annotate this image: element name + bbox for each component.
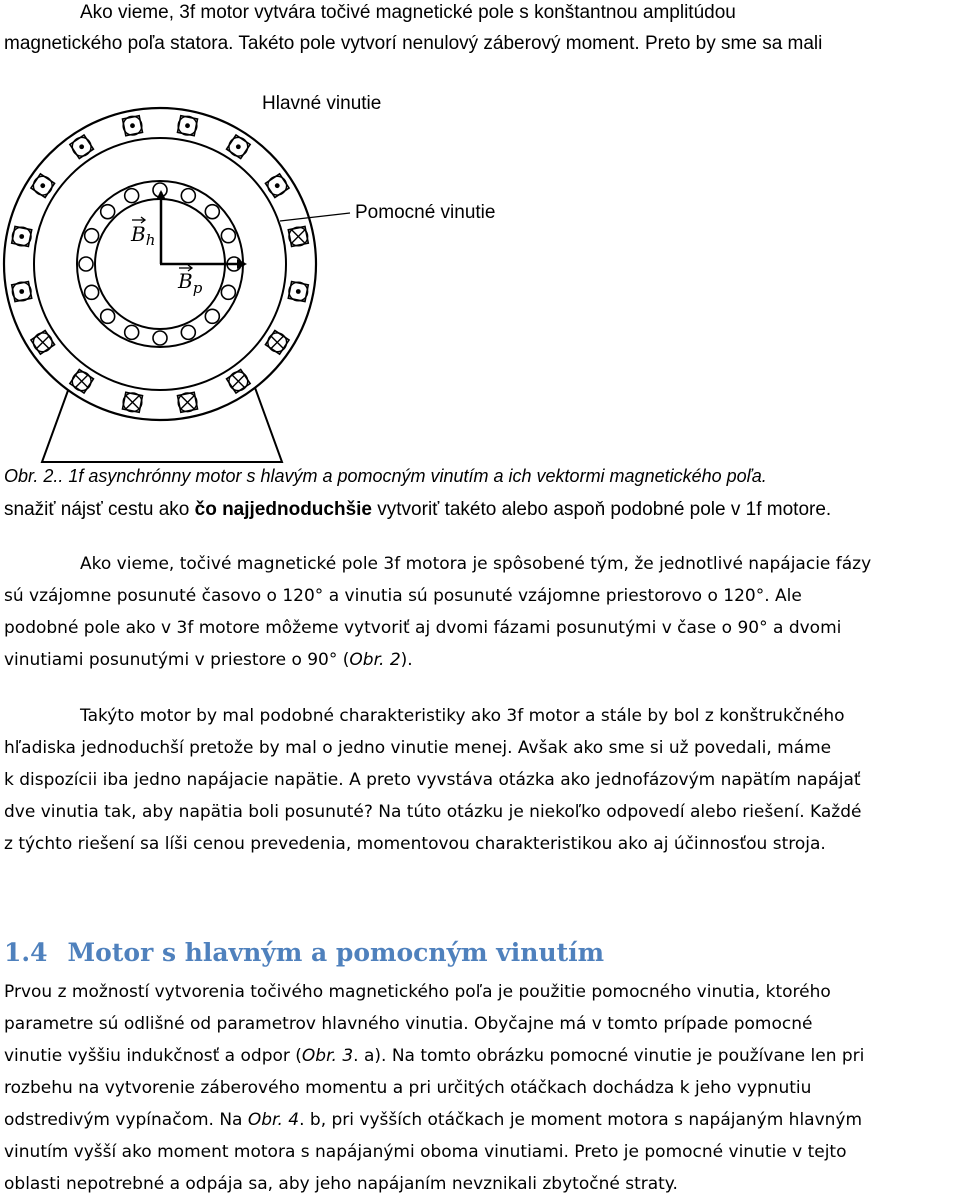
paragraph-1-line-last: vinutiami posunutými v priestore o 90° (Obr. 2). (4, 650, 413, 670)
paragraph-2-line: dve vinutia tak, aby napätia boli posunuté? Na túto otázku je niekoľko odpovedí alebo riešení. Každé (4, 802, 862, 822)
continuation-line (4, 494, 831, 526)
section-title: Motor s hlavným a pomocným vinutím (67, 938, 605, 967)
paragraph-1-line: podobné pole ako v 3f motore môžeme vytvoriť aj dvomi fázami posunutými v čase o 90° a dvomi (4, 618, 842, 638)
main-winding-label: Hlavné vinutie (262, 93, 382, 114)
figure-caption (4, 466, 767, 487)
continuation-bold: čo najjednoduchšie (194, 499, 372, 520)
continuation-before: snažiť nájsť cestu ako (4, 499, 195, 520)
top-text-line-1: Ako vieme, 3f motor vytvára točivé magnetické pole s konštantnou amplitúdou (80, 2, 736, 23)
paragraph-3-line: vinutím vyšší ako moment motora s napájanými oboma vinutiami. Preto je pomocné vinutie v tejto (4, 1142, 847, 1162)
paragraph-2 (4, 700, 960, 860)
paragraph-2-line: Takýto motor by mal podobné charakteristiky ako 3f motor a stále by bol z konštrukčného (80, 706, 845, 726)
paragraph-3-line: rozbehu na vytvorenie záberového momentu a pri určitých otáčkach dochádza k jeho vypnutiu (4, 1078, 812, 1098)
paragraph-3-line: parametre sú odlišné od parametrov hlavného vinutia. Obyčajne má v tomto prípade pomocné (4, 1014, 813, 1034)
paragraph-3 (4, 976, 960, 1200)
aux-winding-label: Pomocné vinutie (355, 202, 496, 223)
section-heading (4, 938, 604, 967)
paragraph-1-line: Ako vieme, točivé magnetické pole 3f motora je spôsobené tým, že jednotlivé napájacie fázy (80, 554, 872, 574)
paragraph-2-line: hľadiska jednoduchší pretože by mal o jedno vinutie menej. Avšak ako sme si už povedali, máme (4, 738, 832, 758)
paragraph-2-line: z týchto riešení sa líši cenou prevedenia, momentovou charakteristikou ako aj účinnosťou stroja. (4, 834, 826, 854)
figure-caption-prefix: Obr. 2. (4, 466, 59, 486)
vector-bp-label: $B_p$ (178, 269, 203, 297)
paragraph-3-line: Prvou z možností vytvorenia točivého magnetického poľa je použitie pomocného vinutia, ktorého (4, 982, 831, 1002)
vector-bh-label: $B_h$ (131, 222, 156, 249)
section-number: 1.4 (4, 938, 48, 967)
paragraph-3-line: oblasti nepotrebné a odpája sa, aby jeho napájaním nevznikali zbytočné straty. (4, 1174, 678, 1194)
paragraph-1 (4, 548, 960, 676)
figure-caption-text: . 1f asynchrónny motor s hlavým a pomocným vinutím a ich vektormi magnetického poľa. (58, 466, 767, 486)
paragraph-3-line: vinutie vyššiu indukčnosť a odpor (Obr. 3. a). Na tomto obrázku pomocné vinutie je používane len pri (4, 1046, 865, 1066)
paragraph-1-line: sú vzájomne posunuté časovo o 120° a vinutia sú posunuté vzájomne priestorovo o 120°. Ale (4, 586, 802, 606)
continuation-after: vytvoriť takéto alebo aspoň podobné pole v 1f motore. (372, 499, 832, 520)
motor-diagram (0, 0, 400, 470)
paragraph-2-line: k dispozícii iba jedno napájacie napätie. A preto vyvstáva otázka ako jednofázovým napätím napájať (4, 770, 861, 790)
top-text-line-2: magnetického poľa statora. Takéto pole vytvorí nenulový záberový moment. Preto by sme sa mali (4, 33, 823, 54)
paragraph-3-line: odstredivým vypínačom. Na Obr. 4. b, pri vyšších otáčkach je moment motora s napájaným hlavným (4, 1110, 863, 1130)
